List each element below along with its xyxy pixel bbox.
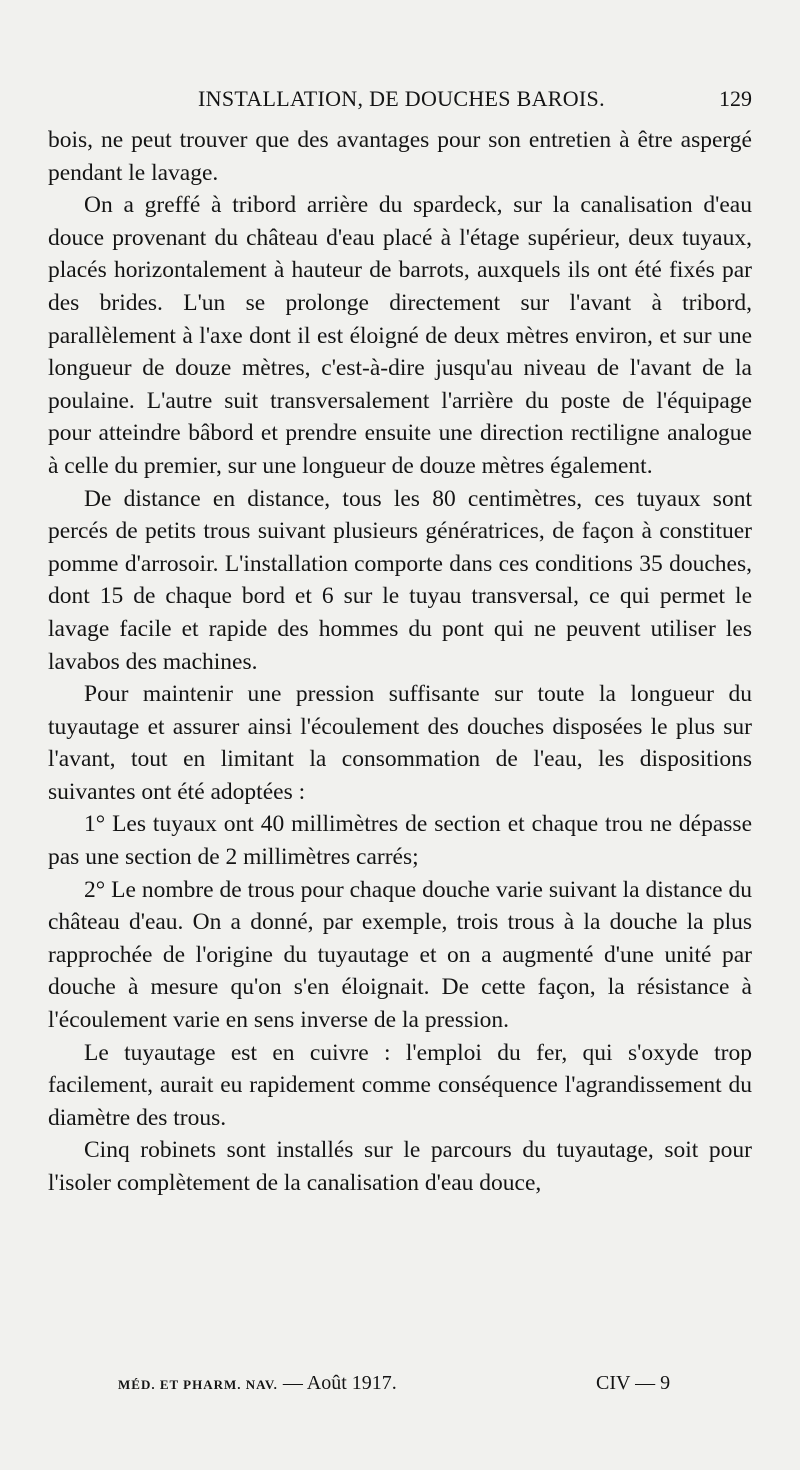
paragraph-1: bois, ne peut trouver que des avantages pour son entretien à être aspergé pendant le lavage. bbox=[48, 127, 752, 186]
paragraph-2: On a greffé à tribord arrière du spardeck, sur la canalisation d'eau douce provenant du château d'eau placé à l'étage supérieur, deux tuyaux, placés horizontalement à hauteur de barrots, auxquels ils ont été fixés par des brides. L'un se prolonge directement sur l'avant à tribord, parallèlement à l'axe dont il est éloigné de deux mètres environ, et sur une longueur de douze mètres, c'est-à-dire jusqu'au niveau de l'avant de la poulaine. L'autre suit transversalement l'arrière du poste de l'équipage pour atteindre bâbord et prendre ensuite une direction rectiligne analogue à celle du premier, sur une longueur de douze mètres également. bbox=[48, 192, 752, 479]
paragraph-8: Cinq robinets sont installés sur le parcours du tuyautage, soit pour l'isoler complètement de la canalisation d'eau douce, bbox=[48, 1137, 752, 1196]
page-footer bbox=[48, 1372, 752, 1400]
footer-journal: MÉD. ET PHARM. NAV. bbox=[118, 1377, 278, 1392]
page-header bbox=[48, 86, 752, 116]
footer-separator: — bbox=[277, 1372, 307, 1394]
footer-citation bbox=[118, 1372, 397, 1395]
footer-date: Août 1917. bbox=[306, 1372, 397, 1394]
running-title: INSTALLATION, DE DOUCHES BAROIS. bbox=[198, 86, 605, 111]
paragraph-4: Pour maintenir une pression suffisante sur toute la longueur du tuyautage et assurer ainsi l'écoulement des douches disposées le plus sur l'avant, tout en limitant la consommation de l'eau, les dispositions suivantes ont été adoptées : bbox=[48, 681, 752, 805]
paragraph-6: 2° Le nombre de trous pour chaque douche varie suivant la distance du château d'eau. On a donné, par exemple, trois trous à la douche la plus rapprochée de l'origine du tuyautage et on a augmenté d'une unité par douche à mesure qu'on s'en éloignait. De cette façon, la résistance à l'écoulement varie en sens inverse de la pression. bbox=[48, 876, 752, 1034]
paragraph-7: Le tuyautage est en cuivre : l'emploi du fer, qui s'oxyde trop facilement, aurait eu rapidement comme conséquence l'agrandissement du diamètre des trous. bbox=[48, 1039, 752, 1131]
paragraph-3: De distance en distance, tous les 80 centimètres, ces tuyaux sont percés de petits trous suivant plusieurs génératrices, de façon à constituer pomme d'arrosoir. L'installation comporte dans ces conditions 35 douches, dont 15 de chaque bord et 6 sur le tuyau transversal, ce qui permet le lavage facile et rapide des hommes du pont qui ne peuvent utiliser les lavabos des machines. bbox=[48, 485, 752, 675]
body-text bbox=[48, 124, 752, 1200]
footer-signature: CIV — 9 bbox=[596, 1372, 671, 1394]
page-number: 129 bbox=[719, 86, 752, 111]
paragraph-5: 1° Les tuyaux ont 40 millimètres de section et chaque trou ne dépasse pas une section de 2 millimètres carrés; bbox=[48, 811, 752, 871]
